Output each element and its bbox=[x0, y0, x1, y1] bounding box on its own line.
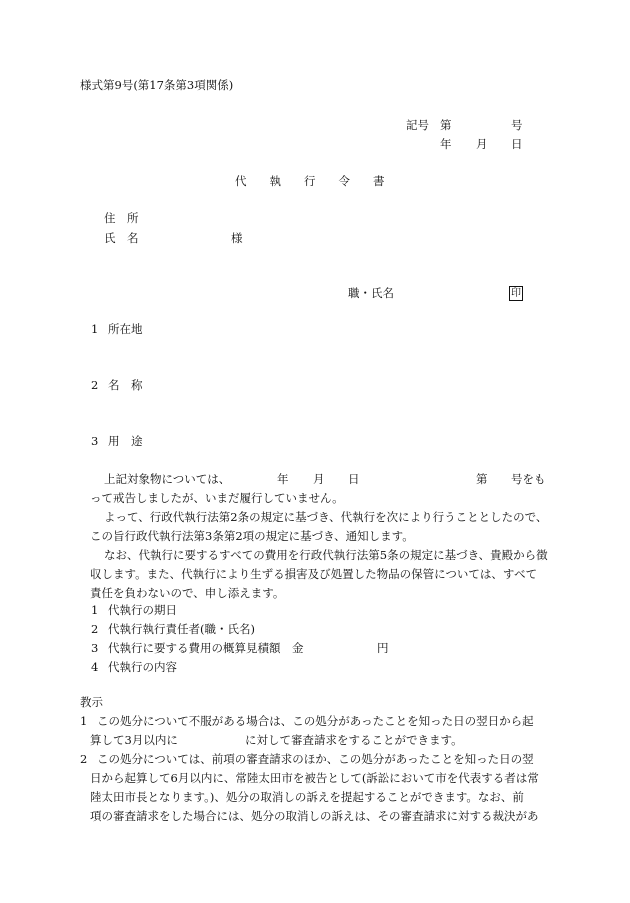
reference-year: 年 bbox=[440, 137, 452, 151]
item-use-label: 用 途 bbox=[108, 434, 143, 448]
reference-day: 日 bbox=[511, 137, 523, 151]
notice-item2-line4: 項の審査請求をした場合には、処分の取消しの訴えは、その審査請求に対する裁決があ bbox=[90, 809, 539, 823]
address-label: 住 所 bbox=[104, 211, 139, 225]
body-para3-line1: なお、代執行に要するすべての費用を行政代執行法第5条の規定に基づき、貴殿から徴 bbox=[104, 548, 548, 562]
detail-no-2: 2 bbox=[91, 622, 99, 636]
detail-no-3: 3 bbox=[91, 641, 99, 655]
notice-heading: 教示 bbox=[80, 695, 103, 709]
detail-no-4: 4 bbox=[91, 660, 99, 674]
body-line1-day: 日 bbox=[348, 472, 360, 486]
detail-content: 代執行の内容 bbox=[108, 660, 177, 674]
notice-item2-line3: 陸太田市長となります。)、処分の取消しの訴えを提起することができます。なお、前 bbox=[90, 790, 524, 804]
notice-no-2: 2 bbox=[80, 752, 88, 766]
reference-dai: 第 bbox=[440, 118, 452, 132]
body-para2-line2: この旨行政代執行法第3条第2項の規定に基づき、通知します。 bbox=[90, 529, 414, 543]
item-no-1: 1 bbox=[91, 322, 99, 336]
honorific: 様 bbox=[231, 231, 243, 245]
reference-kigo: 記号 bbox=[406, 118, 429, 132]
body-para3-line3: 責任を負わないので、申し添えます。 bbox=[90, 586, 285, 600]
notice-item1-line2b: に対して審査請求をすることができます。 bbox=[245, 733, 463, 747]
reference-month: 月 bbox=[476, 137, 488, 151]
notice-item1-line1: この処分について不服がある場合は、この処分があったことを知った日の翌日から起 bbox=[97, 714, 534, 728]
notice-item1-line2a: 算して3月以内に bbox=[90, 733, 178, 747]
body-line1: 上記対象物については、 bbox=[104, 472, 231, 486]
seal-text: 印 bbox=[511, 288, 521, 299]
item-no-2: 2 bbox=[91, 378, 99, 392]
item-no-3: 3 bbox=[91, 434, 99, 448]
notice-item2-line1: この処分については、前項の審査請求のほか、この処分があったことを知った日の翌 bbox=[97, 752, 534, 766]
name-label: 氏 名 bbox=[104, 231, 139, 245]
body-line2: って戒告しましたが、いまだ履行していません。 bbox=[90, 491, 344, 505]
body-line1-month: 月 bbox=[313, 472, 325, 486]
body-line1-go: 号をも bbox=[511, 472, 546, 486]
detail-no-1: 1 bbox=[91, 603, 99, 617]
body-para2-line1: よって、行政代執行法第2条の規定に基づき、代執行を次により行うこととしたので、 bbox=[104, 510, 548, 524]
detail-responsible: 代執行執行責任者(職・氏名) bbox=[108, 622, 255, 636]
item-name-label: 名 称 bbox=[108, 378, 143, 392]
notice-item2-line2: 日から起算して6月以内に、常陸太田市を被告として(訴訟において市を代表する者は常 bbox=[90, 771, 539, 785]
form-label: 様式第9号(第17条第3項関係) bbox=[80, 78, 234, 92]
issuer-label: 職・氏名 bbox=[348, 286, 394, 300]
detail-cost: 代執行に要する費用の概算見積額 金 bbox=[108, 641, 304, 655]
detail-date: 代執行の期日 bbox=[108, 603, 177, 617]
item-location-label: 所在地 bbox=[108, 322, 143, 336]
body-line1-dai: 第 bbox=[476, 472, 488, 486]
document-title: 代 執 行 令 書 bbox=[235, 174, 385, 188]
reference-go: 号 bbox=[511, 118, 523, 132]
body-para3-line2: 収します。また、代執行により生ずる損害及び処置した物品の保管については、すべて bbox=[90, 567, 538, 581]
notice-no-1: 1 bbox=[80, 714, 88, 728]
body-line1-year: 年 bbox=[277, 472, 289, 486]
seal-mark bbox=[509, 286, 523, 301]
detail-cost-yen: 円 bbox=[377, 641, 389, 655]
